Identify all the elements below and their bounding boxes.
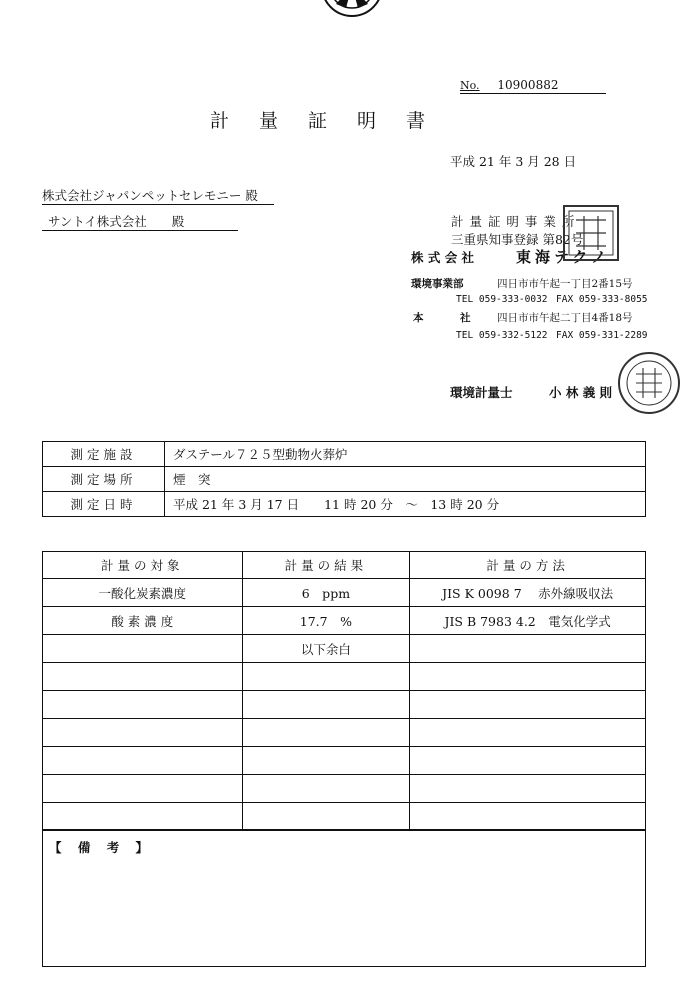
measurer-seal-icon <box>616 350 682 416</box>
row-method <box>410 747 646 775</box>
table-row <box>43 579 646 607</box>
datetime-label: 測定日時 <box>43 492 165 517</box>
row-target <box>43 719 243 747</box>
row-method <box>410 775 646 803</box>
row-target: 酸 素 濃 度 <box>43 607 243 635</box>
results-table <box>42 551 646 831</box>
hq-label-2: 社 <box>460 312 471 324</box>
hq-address: 四日市市午起二丁目4番18号 <box>497 312 633 324</box>
branch-address: 四日市市午起一丁目2番15号 <box>497 278 633 290</box>
hq-label-1: 本 <box>413 312 424 324</box>
hq-tel: TEL 059-332-5122 <box>456 330 548 341</box>
header-result: 計量の結果 <box>242 552 410 579</box>
row-target <box>43 803 243 831</box>
row-result: 17.7 % <box>242 607 410 635</box>
row-method <box>410 663 646 691</box>
issue-date: 平成 21 年 3 月 28 日 <box>450 154 577 169</box>
table-row <box>43 663 646 691</box>
hq-fax: FAX 059-331-2289 <box>556 330 648 341</box>
row-result <box>242 663 410 691</box>
row-result: 以下余白 <box>242 635 410 663</box>
table-row <box>43 467 646 492</box>
table-row <box>43 635 646 663</box>
remarks-box <box>42 829 646 967</box>
row-target <box>43 663 243 691</box>
row-target <box>43 775 243 803</box>
row-result <box>242 719 410 747</box>
issuer-registration: 三重県知事登録 第82号 <box>451 232 584 247</box>
row-method <box>410 719 646 747</box>
location-label: 測定場所 <box>43 467 165 492</box>
table-row <box>43 607 646 635</box>
header-target: 計量の対象 <box>43 552 243 579</box>
measurer-name: 小 林 義 則 <box>549 385 613 400</box>
location-value: 煙 突 <box>165 467 646 492</box>
remarks-label: 【 備 考 】 <box>49 840 155 855</box>
row-result <box>242 803 410 831</box>
facility-value: ダステール７２５型動物火葬炉 <box>165 442 646 467</box>
table-row <box>43 775 646 803</box>
row-result: 6 ppm <box>242 579 410 607</box>
row-result <box>242 747 410 775</box>
table-header-row <box>43 552 646 579</box>
row-method <box>410 635 646 663</box>
issuer-company-prefix: 株 式 会 社 <box>411 250 475 265</box>
issuer-company-name: 東海テクノ <box>516 248 611 266</box>
branch-fax: FAX 059-333-8055 <box>556 294 648 305</box>
row-target <box>43 635 243 663</box>
document-number-label: No. <box>460 79 480 92</box>
table-row <box>43 492 646 517</box>
branch-tel: TEL 059-333-0032 <box>456 294 548 305</box>
row-target <box>43 747 243 775</box>
table-row <box>43 691 646 719</box>
company-stamp-icon <box>562 204 620 262</box>
row-result <box>242 691 410 719</box>
facility-label: 測定施設 <box>43 442 165 467</box>
recipient-1: 株式会社ジャパンペットセレモニー 殿 <box>42 186 274 205</box>
document-number <box>460 78 606 94</box>
recipient-2: サントイ株式会社 殿 <box>42 212 238 231</box>
row-target: 一酸化炭素濃度 <box>43 579 243 607</box>
row-method <box>410 691 646 719</box>
measurer-label: 環境計量士 <box>450 385 513 400</box>
table-row <box>43 803 646 831</box>
datetime-value: 平成 21 年 3 月 17 日 11 時 20 分 ～ 13 時 20 分 <box>165 492 646 517</box>
row-method: JIS K 0098 7 赤外線吸収法 <box>410 579 646 607</box>
page-title: 計量証明書 <box>210 110 456 132</box>
row-result <box>242 775 410 803</box>
row-method <box>410 803 646 831</box>
row-method: JIS B 7983 4.2 電気化学式 <box>410 607 646 635</box>
table-row <box>43 719 646 747</box>
measurement-info-table <box>42 441 646 517</box>
table-row <box>43 442 646 467</box>
header-method: 計量の方法 <box>410 552 646 579</box>
branch-label: 環境事業部 <box>411 278 464 290</box>
issuer-office: 計 量 証 明 事 業 所 <box>451 214 576 229</box>
document-number-value: 10900882 <box>497 78 559 92</box>
table-row <box>43 747 646 775</box>
row-target <box>43 691 243 719</box>
seal-emblem-icon <box>320 0 384 24</box>
